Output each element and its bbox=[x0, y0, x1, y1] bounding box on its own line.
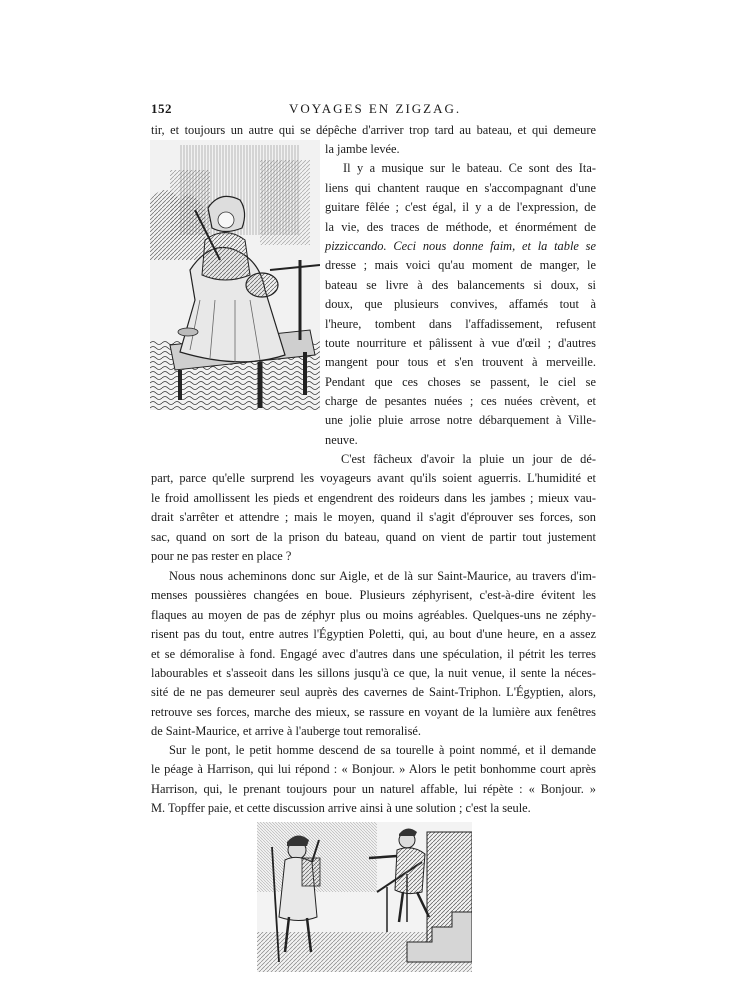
text-line: sac, quand on sort de la prison du bateau, quand on vient de partir tout justement bbox=[151, 529, 596, 544]
text-line: pizziccando. Ceci nous donne faim, et la table se bbox=[325, 238, 596, 253]
text-line: Nous nous acheminons donc sur Aigle, et de là sur Saint-Maurice, au travers d'im- bbox=[169, 569, 596, 583]
text-line: flaques au moyen de pas de zéphyr plus ou moins agréables. Quelques-uns ne zéphy- bbox=[151, 607, 596, 622]
text-line: charge de pesantes nuées ; ces nuées crèvent, et bbox=[325, 394, 596, 409]
text-line: mangent pour tous et s'en trouvent à merveille. bbox=[325, 355, 596, 370]
text-top bbox=[151, 121, 596, 140]
text-line: une jolie pluie arrose notre débarquement à Ville- bbox=[325, 413, 596, 428]
page-header bbox=[151, 101, 596, 119]
text-line: dresse ; mais voici qu'au moment de manger, le bbox=[325, 258, 596, 273]
text-line: part, parce qu'elle surprend les voyageurs avant qu'ils soient aguerris. L'humidité et bbox=[151, 471, 596, 486]
text-line: liens qui chantent rauque en s'accompagnant d'une bbox=[325, 180, 596, 195]
text-line: menses poussières changées en boue. Plusieurs zéphyrisent, c'est-à-dire évitent les bbox=[151, 588, 596, 603]
text-line: l'heure, tombent dans l'affadissement, refusent bbox=[325, 316, 596, 331]
text-line: le froid amollissent les pieds et engendrent des roideurs dans les jambes ; mieux vau- bbox=[151, 490, 596, 505]
paragraph-aigle bbox=[151, 567, 596, 742]
running-title: VOYAGES EN ZIGZAG. bbox=[289, 101, 462, 116]
text-line: drait s'arrêter et attendre ; mais le moyen, quand il s'agit d'éprouver ses forces, son bbox=[151, 510, 596, 525]
text-line: la vie, des traces de méthode, et énormément de bbox=[325, 219, 596, 234]
text-line: labourables et s'asseoit dans les sillons jusqu'à ce que, la nuit venue, il sente la néces- bbox=[151, 665, 596, 680]
text-line: M. Topffer paie, et cette discussion arrive ainsi à une solution ; c'est la seule. bbox=[151, 801, 531, 816]
text-line: la jambe levée. bbox=[325, 142, 400, 156]
text-line: bateau se livre à des balancements si doux, si bbox=[325, 277, 596, 292]
text-line: Pendant que ces choses se passent, le ciel se bbox=[325, 374, 596, 389]
illustration-bridge-toll bbox=[257, 822, 472, 972]
paragraph-rain bbox=[151, 450, 596, 566]
page-number: 152 bbox=[151, 101, 172, 116]
text-line: tir, et toujours un autre qui se dépêche d'arriver trop tard au bateau, et qui demeure bbox=[151, 123, 596, 137]
text-narrow-column bbox=[325, 140, 596, 450]
text-line: et se démoralise à fond. Engagé avec d'autres dans une spéculation, il pétrit les terres bbox=[151, 646, 596, 661]
paragraph-bridge bbox=[151, 741, 596, 819]
text-line: toute nourriture et pâlissent à vue d'œil ; d'autres bbox=[325, 335, 596, 350]
illustration-woman-on-jetty bbox=[150, 140, 320, 410]
text-line: sité de ne pas demeurer seul auprès des cavernes de Saint-Triphon. L'Égyptien, alors, bbox=[151, 685, 596, 700]
text-line: Harrison, qui, le prenant toujours pour un naturel affable, lui répète : « Bonjour. » bbox=[151, 781, 596, 796]
text-line: Sur le pont, le petit homme descend de sa tourelle à point nommé, et il demande bbox=[169, 743, 596, 757]
text-line: pour ne pas rester en place ? bbox=[151, 548, 292, 563]
text-line: de Saint-Maurice, et arrive à l'auberge tout remoralisé. bbox=[151, 724, 422, 739]
text-line: Il y a musique sur le bateau. Ce sont des Ita- bbox=[343, 161, 596, 176]
text-line: le péage à Harrison, qui lui répond : « Bonjour. » Alors le petit bonhomme court après bbox=[151, 762, 596, 777]
text-line: neuve. bbox=[325, 432, 358, 447]
text-line: C'est fâcheux d'avoir la pluie un jour de dé- bbox=[341, 452, 596, 466]
text-line: risent pas du tout, entre autres l'Égyptien Poletti, qui, au bout d'une heure, en a assez bbox=[151, 627, 596, 642]
text-line: retrouve ses forces, marche des mieux, se rassure en voyant de la lumière aux fenêtres bbox=[151, 704, 596, 719]
text-line: doux, que plusieurs convives, affamés tout à bbox=[325, 297, 596, 312]
text-line: guitare fêlée ; c'est égal, il y a de l'expression, de bbox=[325, 200, 596, 215]
